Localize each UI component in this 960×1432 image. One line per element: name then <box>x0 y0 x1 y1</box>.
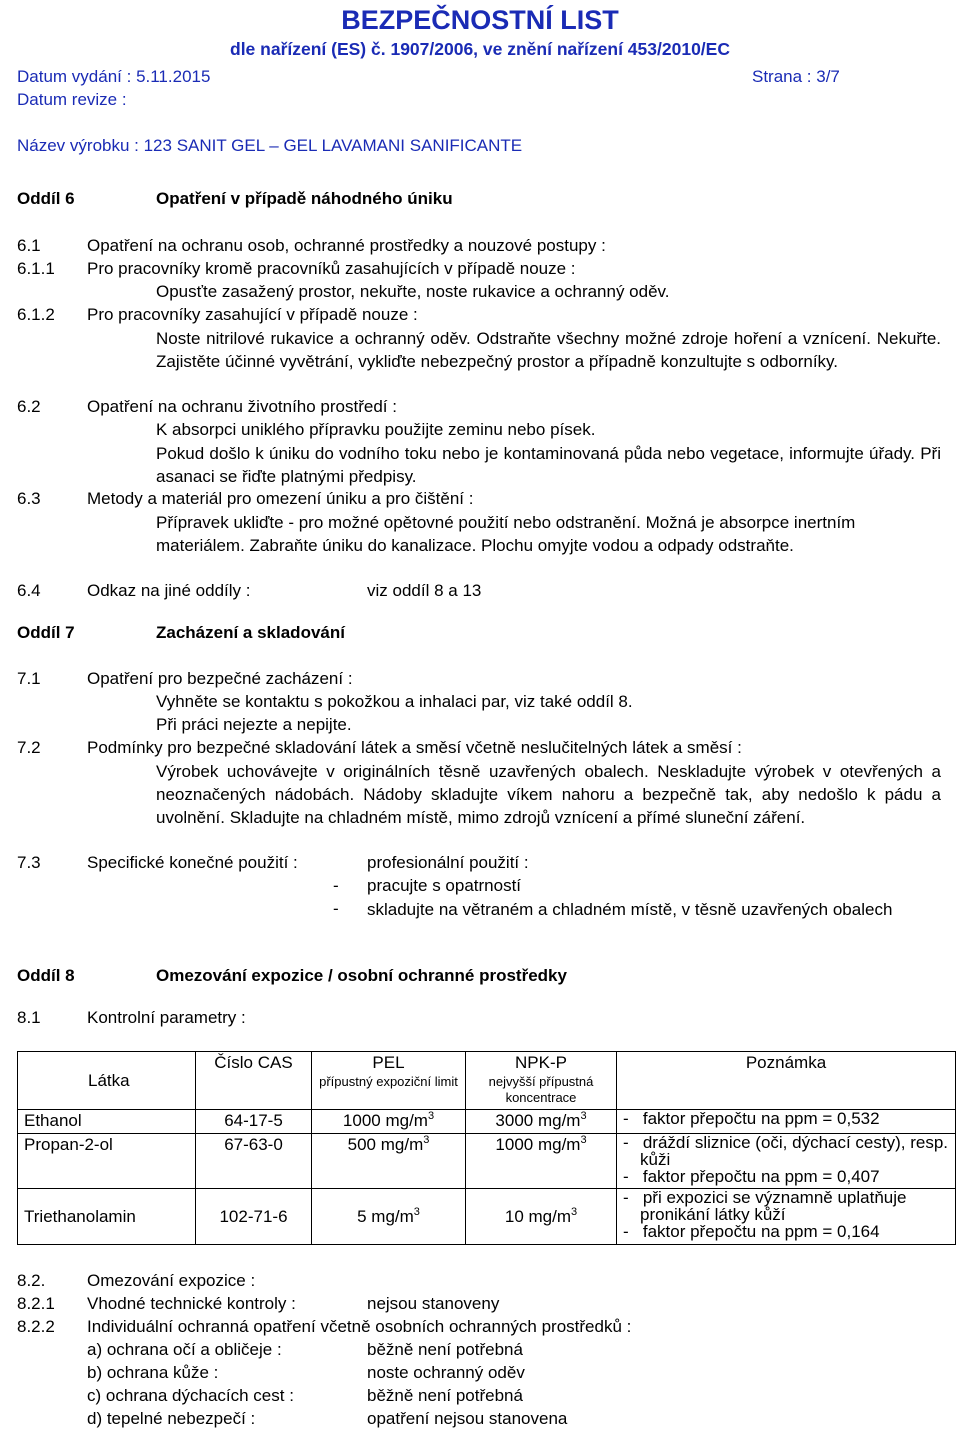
pel-value: 500 <box>347 1135 376 1154</box>
issue-date-label: Datum vydání : <box>17 67 137 86</box>
item-heading: Metody a materiál pro omezení úniku a pro čištění : <box>87 489 474 508</box>
section-6-number: Oddíl 6 <box>17 189 75 208</box>
item-number: 7.1 <box>17 669 41 688</box>
note-item <box>623 1110 949 1127</box>
note-item <box>623 1168 949 1185</box>
note-text: faktor přepočtu na ppm = 0,164 <box>642 1222 880 1241</box>
item-number: 6.3 <box>17 489 41 508</box>
item-number: 6.2 <box>17 397 41 416</box>
item-body: Přípravek ukliďte - pro možné opětovné použití nebo odstranění. Možná je absorpce inertním materiálem. Zabraňte úniku do kanalizace. Plochu omyjte vodou a odpady odstraňte. <box>156 513 856 555</box>
cell-pel <box>312 1110 466 1134</box>
cell-pel <box>312 1189 466 1245</box>
revision-date: Datum revize : <box>17 90 127 109</box>
dash-bullet: - <box>623 1167 629 1186</box>
item-number: 8.2.2 <box>17 1317 55 1336</box>
section-7-title: Zacházení a skladování <box>156 623 345 642</box>
unit-exponent: 3 <box>427 1110 435 1122</box>
item-body: Pokud došlo k úniku do vodního toku nebo je kontaminovaná půda nebo vegetace, informujte úřady. Při asanaci se řiďte platnými předpisy. <box>156 444 941 486</box>
item-body: Při práci nejezte a nepijte. <box>156 715 352 734</box>
pel-value: 1000 <box>342 1111 381 1130</box>
ppe-value: běžně není potřebná <box>367 1386 523 1405</box>
issue-date <box>17 66 210 88</box>
cell-substance: Triethanolamin <box>18 1189 196 1245</box>
item-number: 7.3 <box>17 853 41 872</box>
item-number: 8.2.1 <box>17 1294 55 1313</box>
ppe-label: b) ochrana kůže : <box>87 1363 219 1382</box>
header-npk <box>466 1052 617 1110</box>
list-item: skladujte na větraném a chladném místě, v těsně uzavřených obalech <box>367 900 893 919</box>
unit: mg/m <box>385 1111 428 1130</box>
unit: mg/m <box>528 1206 572 1226</box>
item-heading: Omezování expozice : <box>87 1271 256 1290</box>
dash-bullet: - <box>333 899 339 918</box>
cell-pel <box>312 1134 466 1189</box>
item-number: 6.1.2 <box>17 305 55 324</box>
table-row <box>18 1110 956 1134</box>
item-heading: Opatření na ochranu osob, ochranné prostředky a nouzové postupy : <box>87 236 606 255</box>
unit-exponent: 3 <box>580 1110 587 1122</box>
header-pel-sub: přípustný expoziční limit <box>319 1074 458 1089</box>
unit: mg/m <box>371 1206 414 1226</box>
note-item <box>623 1223 949 1240</box>
pel-value: 5 <box>357 1206 367 1226</box>
ppe-label: c) ochrana dýchacích cest : <box>87 1386 294 1405</box>
item-heading: Specifické konečné použití : <box>87 853 298 872</box>
control-parameters-table <box>17 1051 956 1245</box>
item-heading: Vhodné technické kontroly : <box>87 1294 296 1313</box>
header-cas: Číslo CAS <box>196 1052 312 1110</box>
cell-npk <box>466 1110 617 1134</box>
header-pel-label: PEL <box>372 1053 405 1072</box>
section-8-title: Omezování expozice / osobní ochranné prostředky <box>156 966 567 985</box>
item-heading: Opatření pro bezpečné zacházení : <box>87 669 353 688</box>
item-heading: Odkaz na jiné oddíly : <box>87 581 251 600</box>
item-heading: Kontrolní parametry : <box>87 1008 246 1027</box>
ppe-value: opatření nejsou stanovena <box>367 1409 568 1428</box>
dash-bullet: - <box>333 876 339 895</box>
issue-date-value: 5.11.2015 <box>136 67 211 86</box>
regulation-subtitle: dle nařízení (ES) č. 1907/2006, ve znění nařízení 453/2010/EC <box>230 39 730 59</box>
page-number: Strana : 3/7 <box>752 67 840 86</box>
item-body: Výrobek uchovávejte v originálních těsně uzavřených obalech. Neskladujte výrobek v otevřených a neoznačených nádobách. Nádoby skladujte víkem nahoru a bezpečně tak, aby nedošlo k pádu a uvolnění. Skladujte na chladném místě, mimo zdrojů vznícení a přímé sluneční záření. <box>156 762 941 827</box>
header-pel <box>312 1052 466 1110</box>
cell-cas: 64-17-5 <box>196 1110 312 1134</box>
list-item: pracujte s opatrností <box>367 876 522 895</box>
cell-note <box>617 1134 956 1189</box>
ppe-label: d) tepelné nebezpečí : <box>87 1409 256 1428</box>
section-8-number: Oddíl 8 <box>17 966 75 985</box>
ppe-value: noste ochranný oděv <box>367 1363 525 1382</box>
cell-note <box>617 1110 956 1134</box>
header-npk-sub: nejvyšší přípustná koncentrace <box>488 1074 594 1105</box>
table-row <box>18 1189 956 1245</box>
header-npk-label: NPK-P <box>515 1053 567 1072</box>
item-body: Vyhněte se kontaktu s pokožkou a inhalaci par, viz také oddíl 8. <box>156 692 633 711</box>
unit-exponent: 3 <box>413 1205 420 1218</box>
npk-value: 1000 <box>495 1135 534 1154</box>
npk-value: 10 <box>504 1206 524 1226</box>
unit: mg/m <box>537 1111 581 1130</box>
note-text: dráždí sliznice (oči, dýchací cesty), resp. kůži <box>640 1133 949 1169</box>
unit: mg/m <box>380 1135 424 1154</box>
table-header-row <box>18 1052 956 1110</box>
section-6-title: Opatření v případě náhodného úniku <box>156 189 453 208</box>
unit-exponent: 3 <box>580 1134 587 1146</box>
item-heading: Opatření na ochranu životního prostředí : <box>87 397 397 416</box>
header-substance: Látka <box>18 1052 196 1110</box>
cell-cas: 67-63-0 <box>196 1134 312 1189</box>
item-number: 6.1 <box>17 236 41 255</box>
cell-note <box>617 1189 956 1245</box>
item-heading: Podmínky pro bezpečné skladování látek a směsí včetně neslučitelných látek a směsí : <box>87 738 742 757</box>
note-text: faktor přepočtu na ppm = 0,407 <box>642 1167 880 1186</box>
table-row <box>18 1134 956 1189</box>
section-7-number: Oddíl 7 <box>17 623 75 642</box>
ppe-value: běžně není potřebná <box>367 1340 523 1359</box>
dash-bullet: - <box>623 1222 629 1241</box>
item-heading: Pro pracovníky kromě pracovníků zasahujících v případě nouze : <box>87 259 576 278</box>
item-body: Opusťte zasažený prostor, nekuřte, noste rukavice a ochranný oděv. <box>156 282 670 301</box>
item-number: 6.1.1 <box>17 259 55 278</box>
cell-npk <box>466 1189 617 1245</box>
item-number: 8.1 <box>17 1008 41 1027</box>
unit-exponent: 3 <box>571 1205 578 1218</box>
item-number: 6.4 <box>17 581 41 600</box>
unit-exponent: 3 <box>423 1134 430 1146</box>
note-item <box>623 1189 949 1223</box>
product-name: Název výrobku : 123 SANIT GEL – GEL LAVAMANI SANIFICANTE <box>17 136 523 155</box>
cell-npk <box>466 1134 617 1189</box>
note-item <box>623 1134 949 1168</box>
npk-value: 3000 <box>495 1111 534 1130</box>
item-number: 8.2. <box>17 1271 46 1290</box>
dash-bullet: - <box>623 1133 629 1152</box>
unit: mg/m <box>537 1135 581 1154</box>
item-value: profesionální použití : <box>367 853 529 872</box>
cell-substance: Propan-2-ol <box>18 1134 196 1189</box>
dash-bullet: - <box>623 1188 629 1207</box>
note-text: faktor přepočtu na ppm = 0,532 <box>642 1109 880 1128</box>
document-title: BEZPEČNOSTNÍ LIST <box>341 5 619 35</box>
cell-substance: Ethanol <box>18 1110 196 1134</box>
cell-cas: 102-71-6 <box>196 1189 312 1245</box>
item-value: viz oddíl 8 a 13 <box>367 581 482 600</box>
note-text: při expozici se významně uplatňuje pronikání látky kůží <box>640 1188 907 1224</box>
item-value: nejsou stanoveny <box>367 1294 500 1313</box>
dash-bullet: - <box>623 1109 629 1128</box>
item-number: 7.2 <box>17 738 41 757</box>
item-heading: Pro pracovníky zasahující v případě nouze : <box>87 305 418 324</box>
header-note: Poznámka <box>617 1052 956 1110</box>
item-body: Noste nitrilové rukavice a ochranný oděv. Odstraňte všechny možné zdroje hoření a vznícení. Nekuřte. Zajistěte účinné vyvětrání, vykliďte nebezpečný prostor a případně konzultujte s odborníky. <box>156 329 941 371</box>
item-heading: Individuální ochranná opatření včetně osobních ochranných prostředků : <box>87 1317 632 1336</box>
item-body: K absorpci uniklého přípravku použijte zeminu nebo písek. <box>156 420 596 439</box>
ppe-label: a) ochrana očí a obličeje : <box>87 1340 282 1359</box>
